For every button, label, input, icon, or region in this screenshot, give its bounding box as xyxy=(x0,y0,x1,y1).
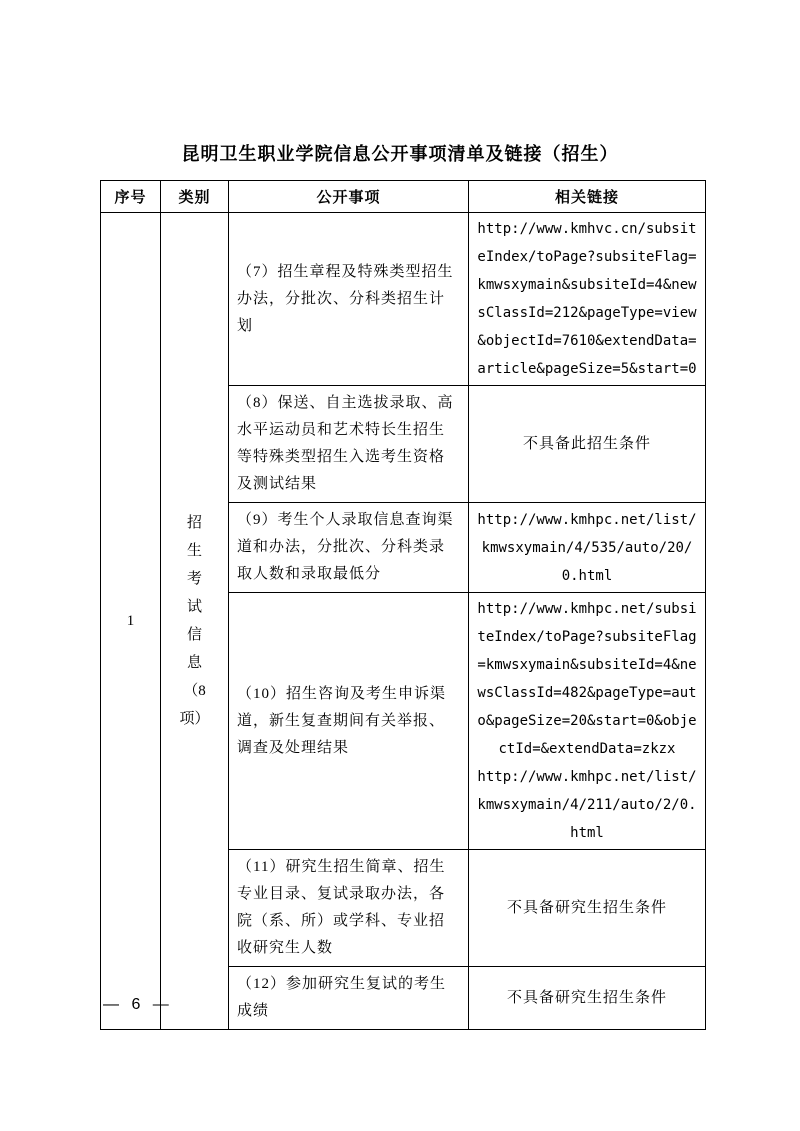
link-url: http://www.kmhpc.net/list/kmwsxymain/4/211/auto/2/0.html xyxy=(477,769,697,841)
category-cell xyxy=(161,213,229,1030)
category-char: 项） xyxy=(179,711,210,727)
category-char: 息 xyxy=(186,655,202,671)
link-cell xyxy=(469,967,706,1030)
category-char: 招 xyxy=(186,515,202,531)
condition-note: 不具备研究生招生条件 xyxy=(506,899,667,916)
item-cell: （12）参加研究生复试的考生成绩 xyxy=(229,967,469,1030)
link-cell xyxy=(469,386,706,503)
table-row xyxy=(101,213,706,386)
condition-note: 不具备此招生条件 xyxy=(522,435,651,452)
link-url: http://www.kmhpc.net/list/kmwsxymain/4/535/auto/20/0.html xyxy=(477,511,697,584)
link-cell xyxy=(469,850,706,967)
category-char: （8 xyxy=(183,683,206,699)
serial-number-cell: 1 xyxy=(101,213,161,1030)
condition-note: 不具备研究生招生条件 xyxy=(506,989,667,1006)
page-title: 昆明卫生职业学院信息公开事项清单及链接（招生） xyxy=(181,144,619,164)
column-header-item: 公开事项 xyxy=(229,181,469,213)
link-cell xyxy=(469,503,706,593)
item-cell: （7）招生章程及特殊类型招生办法，分批次、分科类招生计划 xyxy=(229,213,469,386)
item-cell: （9）考生个人录取信息查询渠道和办法，分批次、分科类录取人数和录取最低分 xyxy=(229,503,469,593)
item-cell: （10）招生咨询及考生申诉渠道，新生复查期间有关举报、调查及处理结果 xyxy=(229,593,469,850)
category-char: 考 xyxy=(186,571,202,587)
category-char: 信 xyxy=(186,627,202,643)
column-header-category: 类别 xyxy=(161,181,229,213)
table-header-row xyxy=(101,181,706,213)
info-disclosure-table xyxy=(100,180,706,1030)
page-number: — 6 — xyxy=(103,996,173,1013)
category-char: 试 xyxy=(186,599,202,615)
link-url: http://www.kmhpc.net/subsiteIndex/toPage?subsiteFlag=kmwsxymain&subsiteId=4&newsClassId=482&pageType=auto&pageSize=20&start=0&objectId=&extendData=zkzx xyxy=(477,601,697,757)
item-cell: （8）保送、自主选拔录取、高水平运动员和艺术特长生招生等特殊类型招生入选考生资格及测试结果 xyxy=(229,386,469,503)
column-header-link: 相关链接 xyxy=(469,181,706,213)
link-cell xyxy=(469,213,706,386)
column-header-serial: 序号 xyxy=(101,181,161,213)
link-cell xyxy=(469,593,706,850)
link-url: http://www.kmhvc.cn/subsiteIndex/toPage?subsiteFlag=kmwsxymain&subsiteId=4&newsClassId=212&pageType=view&objectId=7610&extendData=article&pageSize=5&start=0 xyxy=(477,221,697,377)
item-cell: （11）研究生招生简章、招生专业目录、复试录取办法，各院（系、所）或学科、专业招收研究生人数 xyxy=(229,850,469,967)
category-char: 生 xyxy=(186,543,202,559)
